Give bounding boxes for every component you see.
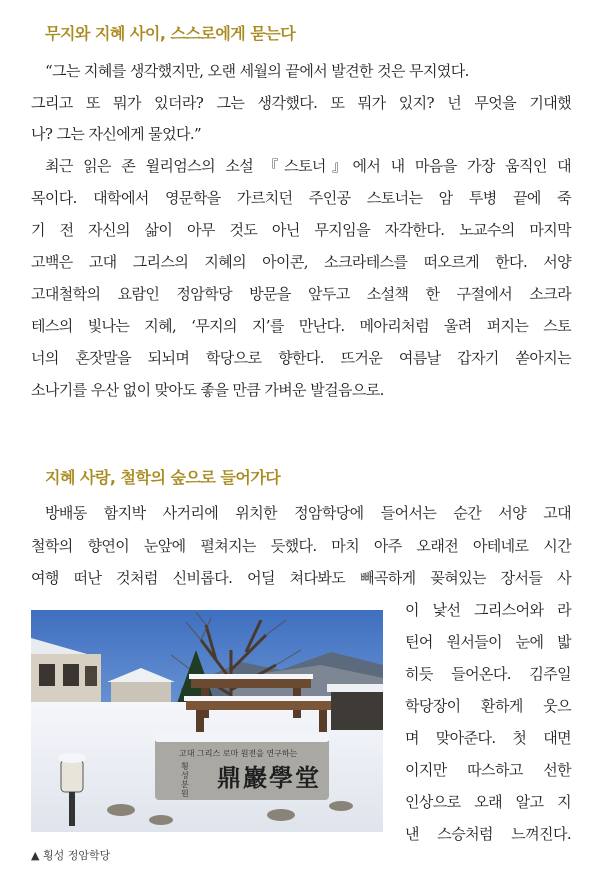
paragraph-line: 소나기를 우산 없이 맞아도 좋을 만큼 가벼운 발걸음으로.	[31, 381, 384, 399]
paragraph-line: 목이다. 대학에서 영문학을 가르치던 주인공 스토너는 암 투병 끝에 죽	[31, 189, 571, 207]
paragraph-line: 며 맞아준다. 첫 대면	[405, 729, 571, 747]
paragraph-line: 히듯 들어온다. 김주일	[405, 665, 571, 683]
section-heading: 지혜 사랑, 철학의 숲으로 들어가다	[45, 468, 281, 487]
paragraph-line: 고대철학의 요람인 정암학당 방문을 앞두고 소설책 한 구절에서 소크라	[31, 285, 571, 303]
paragraph-line: 테스의 빛나는 지혜, ‘무지의 지’를 만난다. 메아리처럼 울려 퍼지는 스토	[31, 317, 571, 335]
paragraph-line: 방배동 함지박 사거리에 위치한 정암학당에 들어서는 순간 서양 고대	[45, 504, 571, 522]
paragraph-line: 학당장이 환하게 웃으	[405, 697, 571, 715]
paragraph-line: 나? 그는 자신에게 물었다.”	[31, 125, 202, 143]
academy-photo	[31, 610, 383, 832]
paragraph-line: 이지만 따스하고 선한	[405, 761, 571, 779]
paragraph-line: 인상으로 오래 알고 지	[405, 793, 571, 811]
monument-inscription: 고대 그리스 로마 원전을 연구하는	[179, 749, 298, 758]
paragraph-line: 너의 혼잣말을 되뇌며 학당으로 향한다. 뜨거운 여름날 갑자기 쏟아지는	[31, 349, 571, 367]
paragraph-line: 철학의 향연이 눈앞에 펼쳐지는 듯했다. 마치 아주 오래전 아테네로 시간	[31, 537, 571, 555]
paragraph-line: 최근 읽은 존 윌리엄스의 소설 『스토너』에서 내 마음을 가장 움직인 대	[45, 157, 571, 175]
paragraph-line: “그는 지혜를 생각했지만, 오랜 세월의 끝에서 발견한 것은 무지였다.	[45, 62, 469, 80]
monument-side-text: 횡성 분원	[181, 762, 189, 798]
paragraph-line: 이 낯선 그리스어와 라	[405, 601, 571, 619]
photo-caption: ▲ 횡성 정암학당	[31, 849, 111, 862]
paragraph-line: 기 전 자신의 삶이 아무 것도 아닌 무지임을 자각한다. 노교수의 마지막	[31, 221, 571, 239]
paragraph-line: 고백은 고대 그리스의 지혜의 아이콘, 소크라테스를 떠오르게 한다. 서양	[31, 253, 571, 271]
paragraph-line: 여행 떠난 것처럼 신비롭다. 어딜 쳐다봐도 빼곡하게 꽂혀있는 장서들 사	[31, 569, 571, 587]
paragraph-line: 틴어 원서들이 눈에 밟	[405, 633, 571, 651]
snow-scene-illustration	[31, 610, 383, 832]
paragraph-line: 그리고 또 뭐가 있더라? 그는 생각했다. 또 뭐가 있지? 넌 무엇을 기대했	[31, 94, 571, 112]
paragraph-line: 낸 스승처럼 느껴진다.	[405, 825, 571, 843]
monument-title: 鼎巖學堂	[217, 763, 321, 792]
section-heading: 무지와 지혜 사이, 스스로에게 묻는다	[45, 24, 296, 43]
